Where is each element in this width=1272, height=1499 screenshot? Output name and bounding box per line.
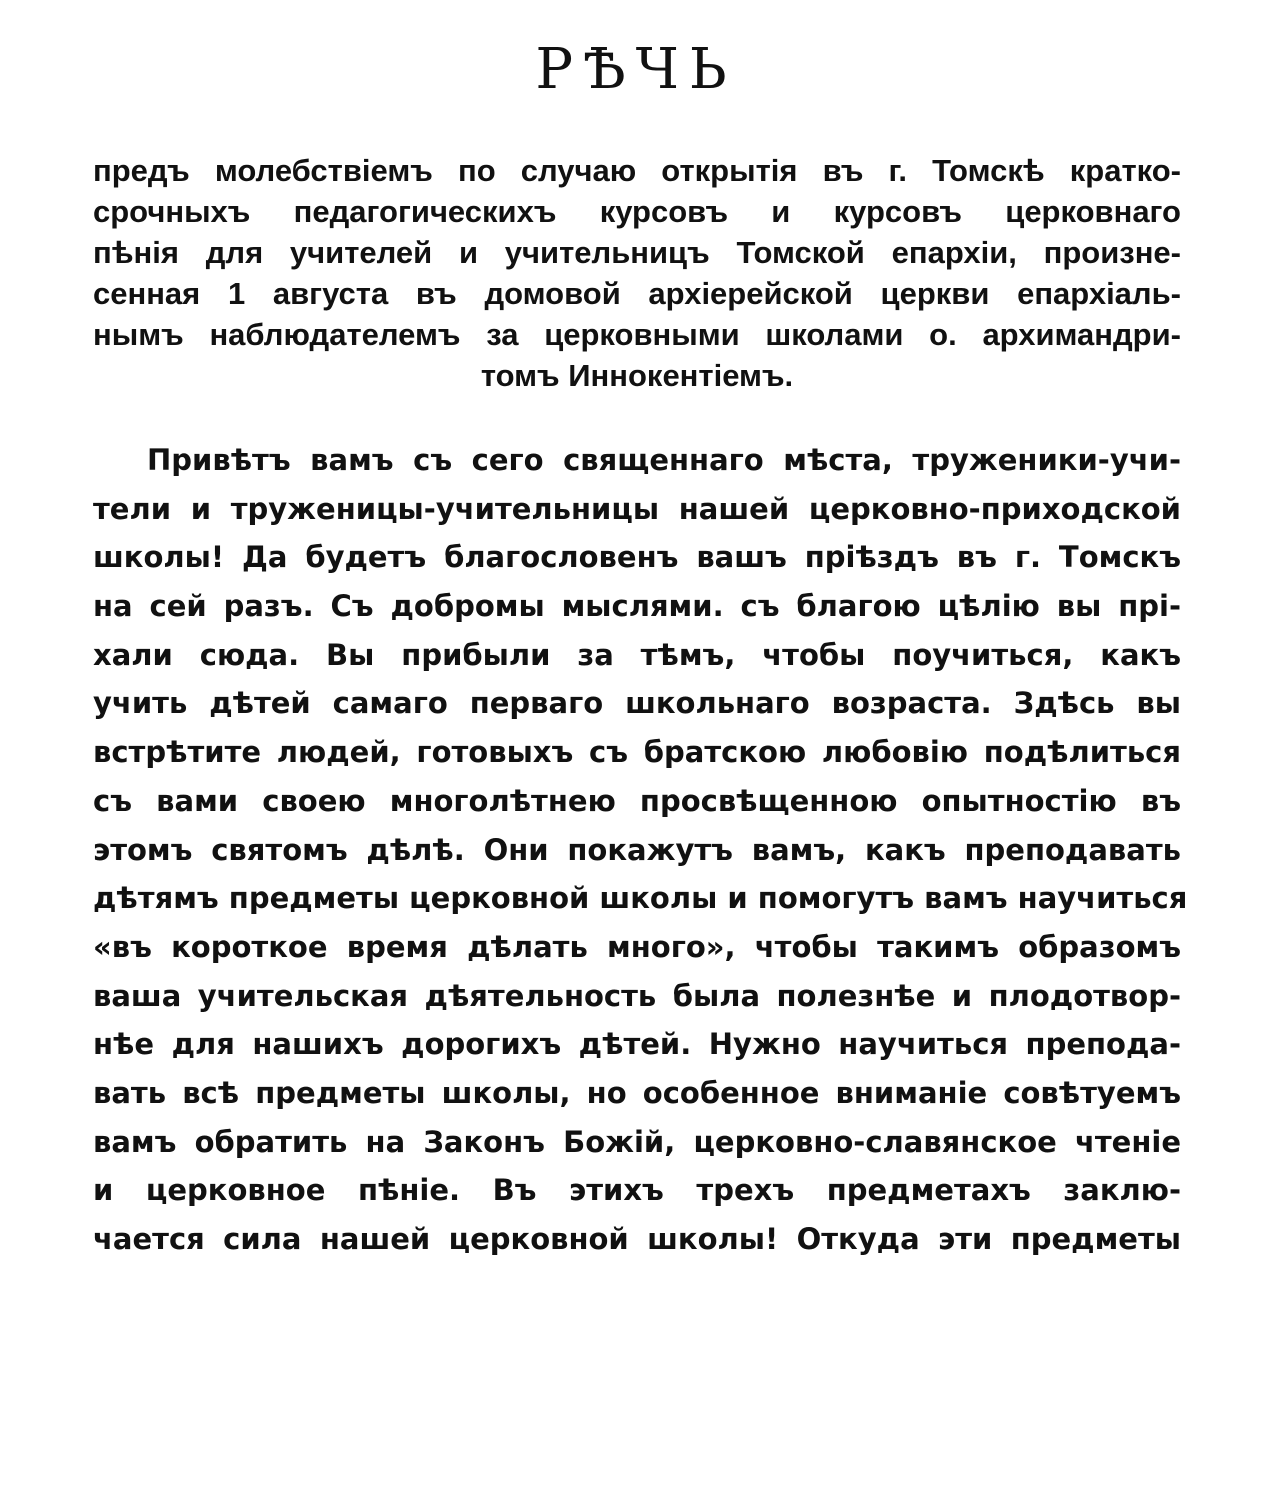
body-line: встрѣтите людей, готовыхъ съ братскою любовію подѣлиться [93, 735, 1181, 770]
body-line: «въ короткое время дѣлать много», чтобы такимъ образомъ [93, 929, 1181, 964]
subtitle-line: томъ Иннокентіемъ. [480, 358, 794, 393]
body-line: на сей разъ. Съ добромы мыслями. съ благою цѣлію вы прі- [93, 589, 1181, 624]
page-title: РѢЧЬ [535, 37, 737, 102]
body-line: вамъ обратить на Законъ Божій, церковно-славянское чтеніе [93, 1124, 1181, 1159]
body-line: чается сила нашей церковной школы! Откуда эти предметы [93, 1222, 1181, 1256]
body-line: вать всѣ предметы школы, но особенное вниманіе совѣтуемъ [93, 1075, 1181, 1110]
subtitle-line: пѣнія для учителей и учительницъ Томской епархіи, произне- [93, 235, 1181, 270]
body-line: хали сюда. Вы прибыли за тѣмъ, чтобы поучиться, какъ [93, 637, 1181, 672]
body-line: и церковное пѣніе. Въ этихъ трехъ предметахъ заклю- [93, 1173, 1181, 1208]
subtitle-line: нымъ наблюдателемъ за церковными школами о. архимандри- [93, 317, 1181, 352]
body-line: этомъ святомъ дѣлѣ. Они покажутъ вамъ, какъ преподавать [93, 832, 1181, 867]
body-line: нѣе для нашихъ дорогихъ дѣтей. Нужно научиться препода- [93, 1027, 1181, 1062]
subtitle-line: предъ молебствіемъ по случаю открытія въ г. Томскѣ кратко- [93, 153, 1181, 188]
body-line: учить дѣтей самаго перваго школьнаго возраста. Здѣсь вы [93, 686, 1181, 721]
subtitle-block [93, 150, 1181, 396]
body-line: съ вами своею многолѣтнею просвѣщенною опытностію въ [93, 783, 1181, 818]
subtitle-line: сенная 1 августа въ домовой архіерейской церкви епархіаль- [93, 276, 1181, 311]
body-line: ваша учительская дѣятельность была полезнѣе и плодотвор- [93, 978, 1181, 1013]
body-line: дѣтямъ предметы церковной школы и помогутъ вамъ научиться [93, 881, 1188, 916]
body-line: Привѣтъ вамъ съ сего священнаго мѣста, труженики-учи- [147, 443, 1181, 477]
body-line: школы! Да будетъ благословенъ вашъ пріѣздъ въ г. Томскъ [93, 540, 1181, 575]
body-line: тели и труженицы-учительницы нашей церковно-приходской [93, 491, 1181, 526]
subtitle-line: срочныхъ педагогическихъ курсовъ и курсовъ церковнаго [93, 194, 1181, 229]
body-paragraph [93, 436, 1188, 1264]
